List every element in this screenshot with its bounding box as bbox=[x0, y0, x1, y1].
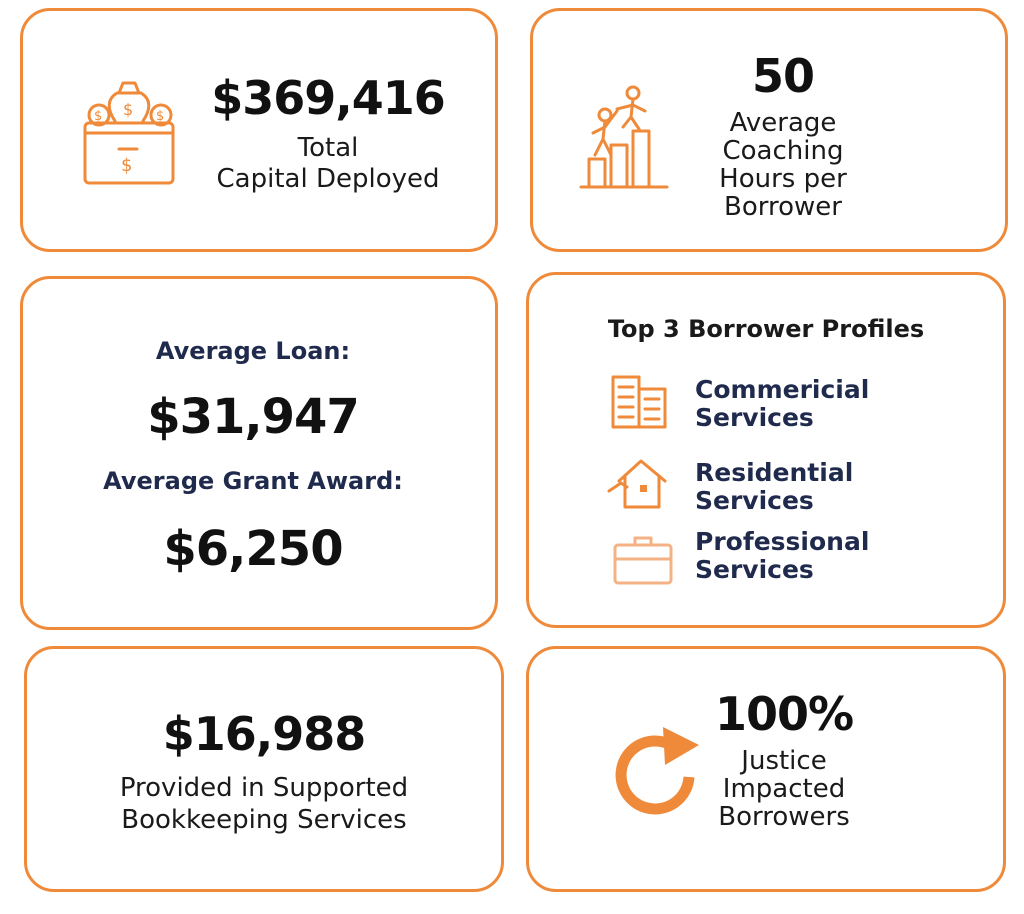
profiles-title: Top 3 Borrower Profiles bbox=[607, 315, 925, 343]
profile-2-line1: Residential bbox=[695, 458, 854, 487]
justice-label-line1: Justice bbox=[741, 746, 827, 776]
climbing-people-icon bbox=[581, 83, 671, 193]
coaching-label-line3: Hours per bbox=[719, 164, 847, 194]
capital-card bbox=[20, 8, 498, 252]
justice-label-line2: Impacted bbox=[722, 774, 846, 804]
capital-value: $369,416 bbox=[211, 71, 445, 125]
svg-text:$: $ bbox=[156, 109, 165, 124]
average-grant-value: $6,250 bbox=[163, 521, 343, 577]
average-loan-value: $31,947 bbox=[147, 389, 359, 445]
coaching-card bbox=[530, 8, 1008, 252]
house-icon bbox=[607, 455, 671, 511]
capital-label-line2: Capital Deployed bbox=[216, 164, 440, 194]
profiles-card bbox=[526, 272, 1006, 628]
average-loan-label: Average Loan: bbox=[155, 337, 351, 365]
money-bag-icon bbox=[81, 79, 181, 189]
profile-3-line2: Services bbox=[695, 555, 814, 584]
average-grant-label: Average Grant Award: bbox=[103, 467, 403, 495]
justice-value: 100% bbox=[714, 687, 854, 741]
profile-3-line1: Professional bbox=[695, 527, 870, 556]
loans-card bbox=[20, 276, 498, 630]
justice-label-line3: Borrowers bbox=[718, 802, 850, 832]
coaching-label-line2: Coaching bbox=[722, 136, 844, 166]
bookkeeping-label-line2: Bookkeeping Services bbox=[121, 805, 407, 835]
svg-text:$: $ bbox=[94, 109, 103, 124]
capital-label-line1: Total bbox=[297, 133, 359, 163]
svg-text:$: $ bbox=[123, 100, 134, 119]
justice-card bbox=[526, 646, 1006, 892]
profile-2-line2: Services bbox=[695, 486, 814, 515]
bookkeeping-label-line1: Provided in Supported bbox=[119, 773, 409, 803]
buildings-icon bbox=[611, 373, 669, 429]
svg-text:$: $ bbox=[121, 155, 133, 176]
bookkeeping-value: $16,988 bbox=[162, 707, 366, 761]
profile-1-line2: Services bbox=[695, 403, 814, 432]
briefcase-icon bbox=[613, 535, 675, 585]
bookkeeping-card bbox=[24, 646, 504, 892]
coaching-label-line1: Average bbox=[729, 108, 837, 138]
profile-1-line1: Commericial bbox=[695, 375, 870, 404]
coaching-value: 50 bbox=[751, 49, 814, 103]
coaching-label-line4: Borrower bbox=[724, 192, 842, 222]
